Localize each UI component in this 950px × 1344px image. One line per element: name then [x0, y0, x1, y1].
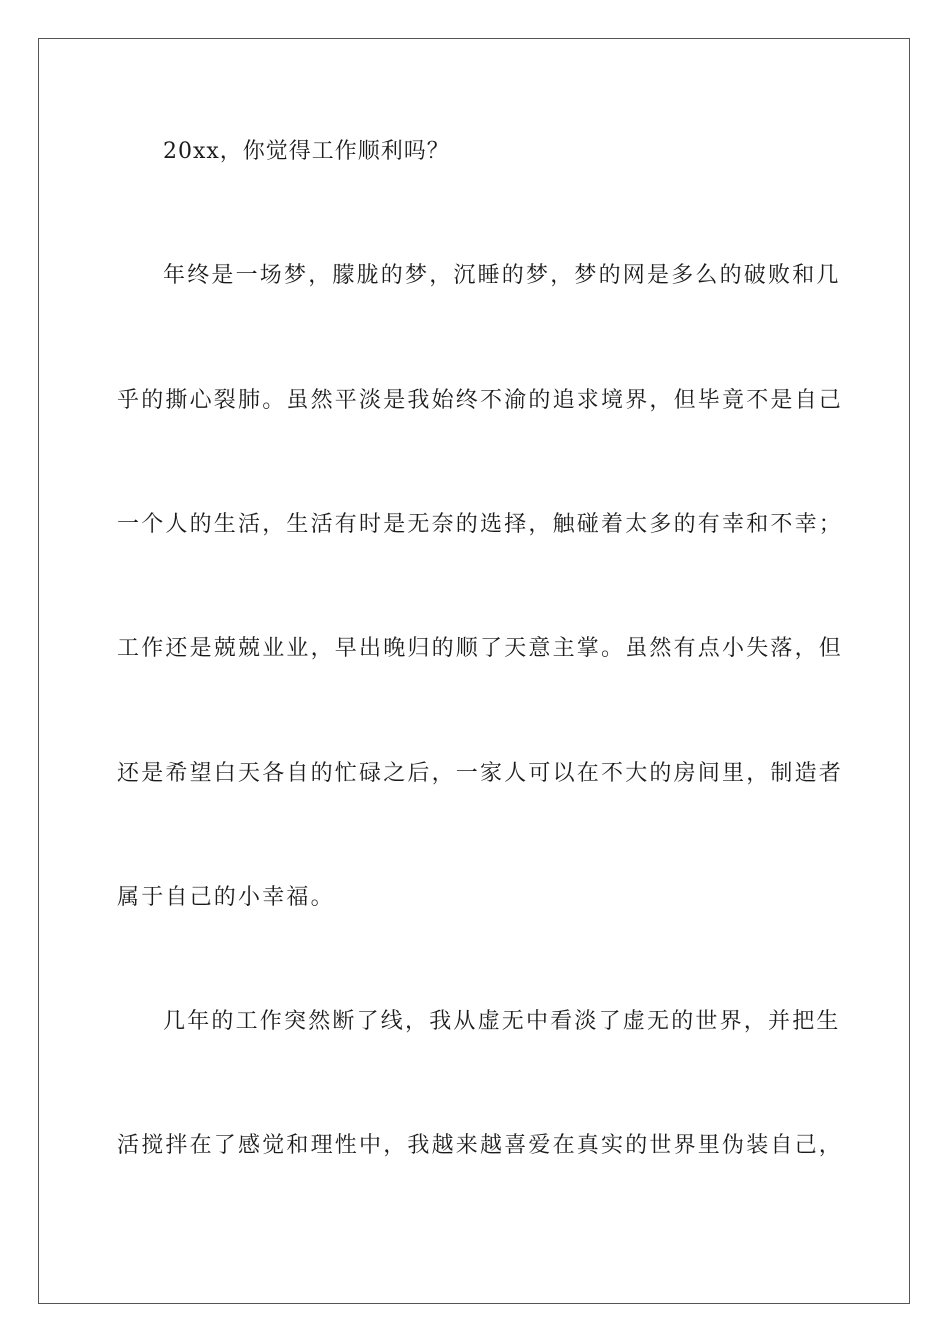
text-line-8: 几年的工作突然断了线，我从虚无中看淡了虚无的世界，并把生 [163, 1009, 841, 1034]
text-line-3: 乎的撕心裂肺。虽然平淡是我始终不渝的追求境界，但毕竟不是自己 [117, 388, 844, 413]
page-border [38, 38, 910, 1304]
text-line-4: 一个人的生活，生活有时是无奈的选择，触碰着太多的有幸和不幸； [117, 512, 844, 537]
text-line-5: 工作还是兢兢业业，早出晚归的顺了天意主掌。虽然有点小失落，但 [117, 636, 844, 661]
text-line-1: 20xx，你觉得工作顺利吗？ [163, 139, 450, 164]
text-line-7: 属于自己的小幸福。 [117, 885, 335, 910]
text-line-6: 还是希望白天各自的忙碌之后，一家人可以在不大的房间里，制造者 [117, 761, 844, 786]
text-line-9: 活搅拌在了感觉和理性中，我越来越喜爱在真实的世界里伪装自己， [117, 1133, 844, 1158]
text-line-2: 年终是一场梦，朦胧的梦，沉睡的梦，梦的网是多么的破败和几 [163, 263, 841, 288]
